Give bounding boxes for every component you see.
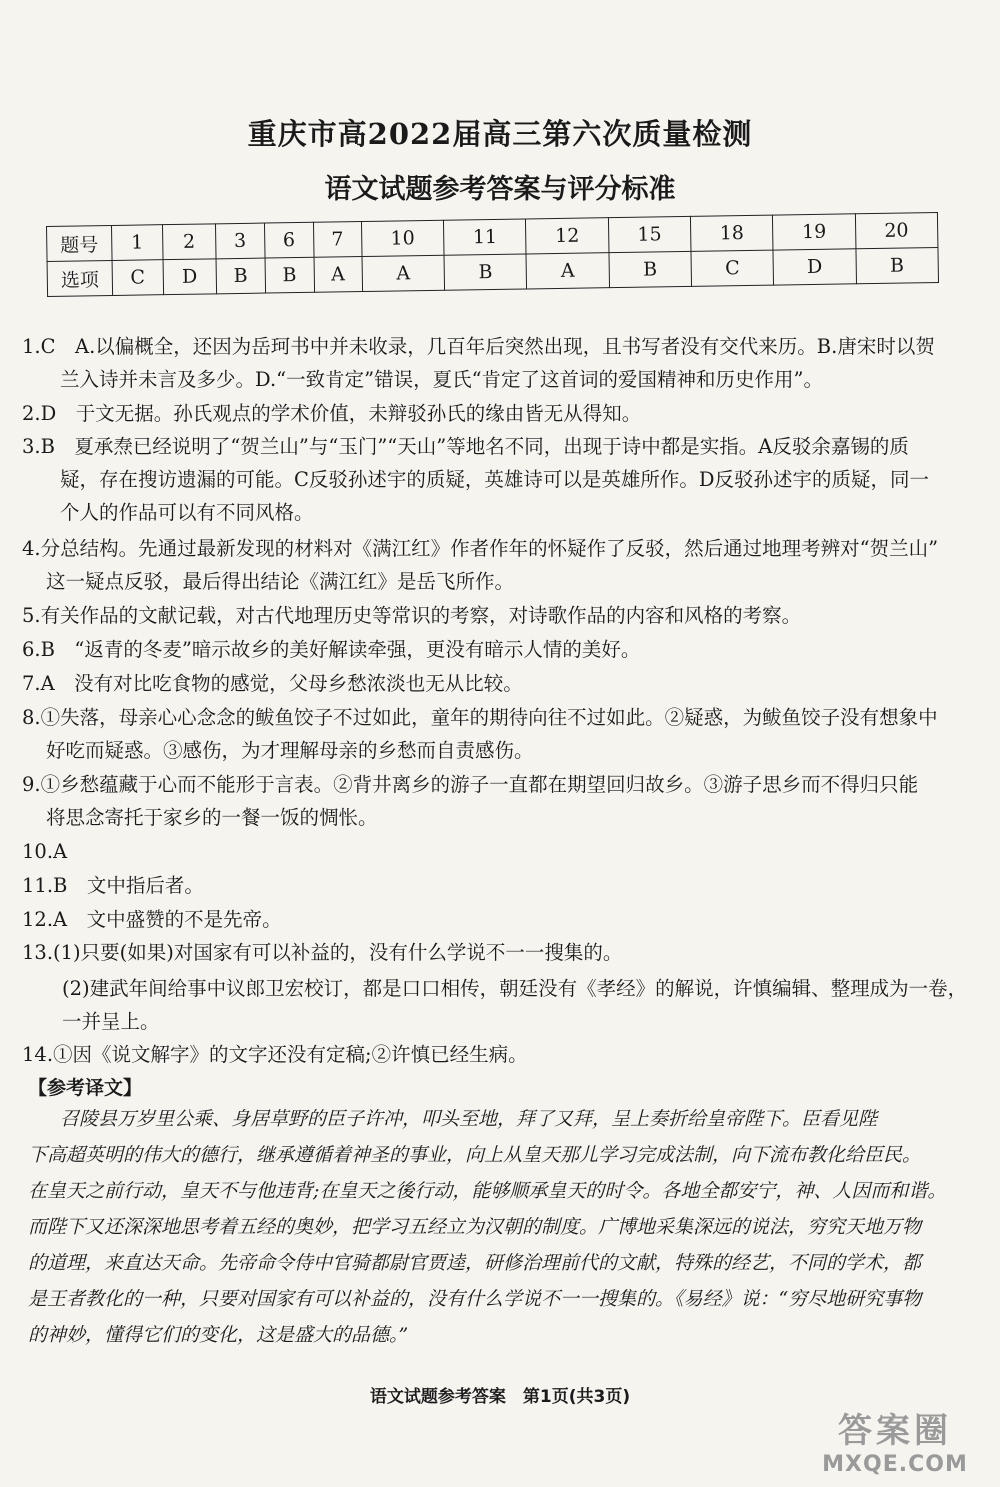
document-subtitle: 语文试题参考答案与评分标准 <box>324 174 676 205</box>
answer-line: 疑，存在搜访遗漏的可能。C反驳孙述宇的质疑，英雄诗可以是英雄所作。D反驳孙述宇的质疑，同一 <box>60 468 930 491</box>
answer-option: A <box>362 255 445 291</box>
answer-option: A <box>526 253 609 289</box>
translation-line: 而陛下又还深深地思考着五经的奥妙，把学习五经立为汉朝的制度。广博地采集深远的说法，穷究天地万物 <box>28 1216 922 1238</box>
answer-option: D <box>163 259 217 295</box>
answer-line: 11.B 文中指后者。 <box>22 874 204 897</box>
answer-option: B <box>609 251 692 287</box>
translation-heading: 【参考译文】 <box>28 1077 143 1099</box>
question-number: 2 <box>162 224 216 260</box>
answer-option: C <box>691 250 774 286</box>
answer-line: 5.有关作品的文献记载，对古代地理历史等常识的考察，对诗歌作品的内容和风格的考察。 <box>22 604 802 627</box>
answer-line: 9.①乡愁蕴藏于心而不能形于言表。②背井离乡的游子一直都在期望回归故乡。③游子思乡而不得归只能 <box>22 773 919 796</box>
question-number: 3 <box>215 223 264 259</box>
answer-line: (2)建武年间给事中议郎卫宏校订，都是口口相传，朝廷没有《孝经》的解说，许慎编辑、整理成为一卷， <box>62 977 968 1000</box>
translation-line: 的神妙，懂得它们的变化，这是盛大的品德。” <box>28 1324 409 1346</box>
answer-option: B <box>444 254 527 290</box>
answer-line: 10.A <box>22 840 68 863</box>
answer-option: B <box>856 247 939 283</box>
row-header-option: 选项 <box>47 260 113 296</box>
answer-line: 将思念寄托于家乡的一餐一饭的惆怅。 <box>46 806 378 829</box>
question-number: 15 <box>608 216 691 252</box>
document-title: 重庆市高2022届高三第六次质量检测 <box>247 117 753 151</box>
answer-line: 12.A 文中盛赞的不是先帝。 <box>22 908 282 931</box>
question-number: 11 <box>444 219 527 255</box>
answer-line: 3.B 夏承焘已经说明了“贺兰山”与“玉门”“天山”等地名不同，出现于诗中都是实指。A反驳余嘉锡的质 <box>22 435 909 458</box>
question-number: 20 <box>855 212 938 248</box>
translation-line: 召陵县万岁里公乘、身居草野的臣子许冲，叩头至地，拜了又拜，呈上奏折给皇帝陛下。臣看见陛 <box>60 1108 878 1130</box>
question-number: 1 <box>111 225 162 261</box>
answer-line: 14.①因《说文解字》的文字还没有定稿;②许慎已经生病。 <box>22 1043 528 1066</box>
site-logo <box>800 1403 990 1481</box>
answer-option: B <box>265 257 314 293</box>
answer-line: 个人的作品可以有不同风格。 <box>60 501 314 524</box>
site-logo-text: 答案圈 <box>838 1411 952 1451</box>
answer-line: 一并呈上。 <box>62 1010 160 1033</box>
question-number: 10 <box>361 220 444 256</box>
answer-option: B <box>216 258 265 294</box>
page-footer: 语文试题参考答案 第1页(共3页) <box>369 1387 631 1407</box>
answer-line: 6.B “返青的冬麦”暗示故乡的美好解读牵强，更没有暗示人情的美好。 <box>22 638 641 661</box>
question-number: 7 <box>313 222 362 258</box>
translation-line: 下高超英明的伟大的德行，继承遵循着神圣的事业，向上从皇天那儿学习完成法制，向下流布教化给臣民。 <box>28 1144 922 1166</box>
answer-line: 4.分总结构。先通过最新发现的材料对《满江红》作者作年的怀疑作了反驳，然后通过地理考辨对“贺兰山” <box>22 537 939 560</box>
answer-table <box>46 212 939 297</box>
answer-option: D <box>773 249 856 285</box>
question-number: 19 <box>773 214 856 250</box>
question-number: 18 <box>690 215 773 251</box>
translation-line: 的道理，来直达天命。先帝命令侍中官骑都尉官贾逵，研修治理前代的文献，特殊的经艺，不同的学术，都 <box>28 1252 922 1274</box>
answer-line: 1.C A.以偏概全，还因为岳珂书中并未收录，几百年后突然出现，且书写者没有交代来历。B.唐宋时以贺 <box>22 335 935 358</box>
translation-line: 是王者教化的一种，只要对国家有可以补益的，没有什么学说不一一搜集的。《易经》说：“穷尽地研究事物 <box>28 1288 922 1310</box>
question-number: 6 <box>264 222 313 258</box>
answer-line: 这一疑点反驳，最后得出结论《满江红》是岳飞所作。 <box>46 570 515 593</box>
translation-line: 在皇天之前行动，皇天不与他违背;在皇天之後行动，能够顺承皇天的时令。各地全都安宁，神、人因而和谐。 <box>28 1180 947 1202</box>
answer-option: A <box>314 257 363 293</box>
row-header-number: 题号 <box>47 225 113 261</box>
answer-line: 2.D 于文无据。孙氏观点的学术价值，未辩驳孙氏的缘由皆无从得知。 <box>22 402 642 425</box>
question-number: 12 <box>526 218 609 254</box>
answer-line: 13.(1)只要(如果)对国家有可以补益的，没有什么学说不一一搜集的。 <box>22 941 623 964</box>
answer-line: 7.A 没有对比吃食物的感觉，父母乡愁浓淡也无从比较。 <box>22 672 523 695</box>
site-logo-domain: MXQE.COM <box>822 1452 968 1477</box>
answer-option: C <box>112 260 163 296</box>
answer-line: 兰入诗并未言及多少。D.“一致肯定”错误，夏氏“肯定了这首词的爱国精神和历史作用”。 <box>60 368 824 391</box>
answer-line: 好吃而疑惑。③感伤，为才理解母亲的乡愁而自责感伤。 <box>46 739 534 762</box>
answer-line: 8.①失落，母亲心心念念的鲅鱼饺子不过如此，童年的期待向往不过如此。②疑惑，为鲅鱼饺子没有想象中 <box>22 706 938 729</box>
